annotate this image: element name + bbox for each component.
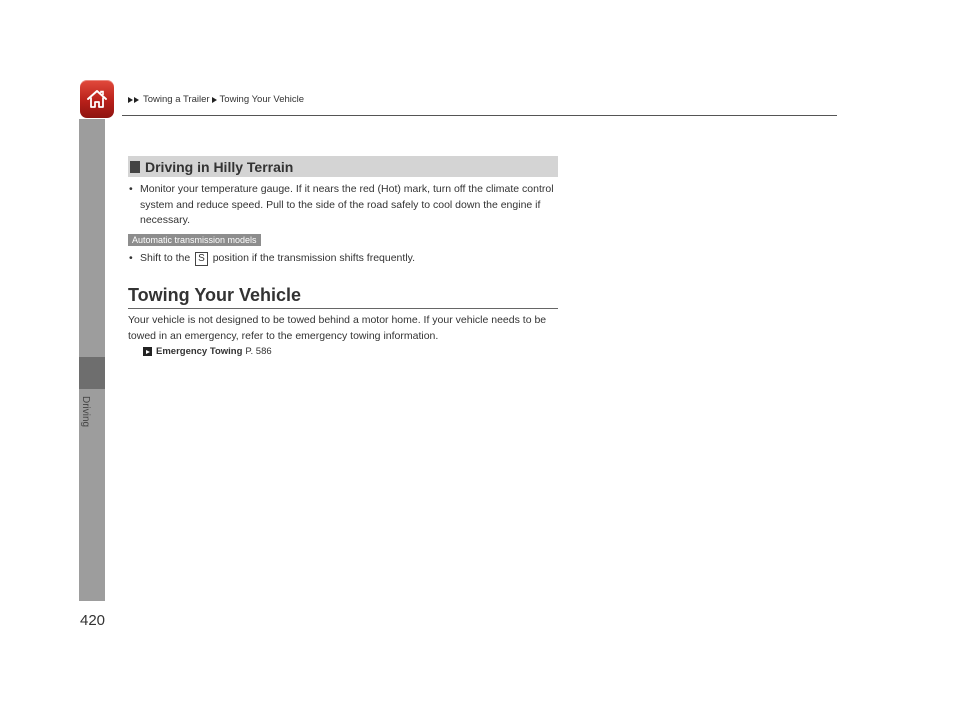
list-item xyxy=(129,182,561,229)
bullet-icon: • xyxy=(129,252,133,264)
list-item xyxy=(129,251,561,267)
home-button[interactable] xyxy=(80,80,114,118)
bullet-text-after: position if the transmission shifts frequently. xyxy=(212,252,416,264)
breadcrumb-item-towing-a-trailer[interactable]: Towing a Trailer xyxy=(143,94,210,105)
breadcrumb xyxy=(128,94,304,105)
page-number: 420 xyxy=(80,612,106,629)
page-heading: Towing Your Vehicle xyxy=(128,285,302,305)
model-tag: Automatic transmission models xyxy=(128,234,261,246)
breadcrumb-item-towing-your-vehicle[interactable]: Towing Your Vehicle xyxy=(219,94,305,105)
header-divider xyxy=(122,115,837,116)
heading-divider xyxy=(128,308,558,309)
chapter-label: Driving xyxy=(80,396,91,428)
bullet-text: Monitor your temperature gauge. If it nears the red (Hot) mark, turn off the climate control system and reduce speed. Pull to the side of the road safely to cool down the engine if necessary. xyxy=(140,183,554,226)
section-title: Driving in Hilly Terrain xyxy=(145,158,294,175)
section-square-icon xyxy=(130,161,140,173)
bullet-icon: • xyxy=(129,183,133,195)
cross-reference-link[interactable] xyxy=(143,346,272,357)
towing-paragraph: Your vehicle is not designed to be towed behind a motor home. If your vehicle needs to be towed in an emergency, refer to the emergency towing information. xyxy=(128,314,547,342)
gear-s-key: S xyxy=(195,252,208,266)
bullet-text-before: Shift to the xyxy=(140,252,191,264)
reference-page: P. 586 xyxy=(245,346,272,357)
home-icon xyxy=(85,87,109,111)
chapter-sidebar-tab[interactable] xyxy=(79,357,105,389)
section-header xyxy=(128,156,558,177)
breadcrumb-separator-icon xyxy=(212,97,218,103)
reference-title: Emergency Towing xyxy=(156,346,243,357)
reference-arrow-icon xyxy=(143,347,152,356)
breadcrumb-arrows-icon xyxy=(128,97,140,103)
